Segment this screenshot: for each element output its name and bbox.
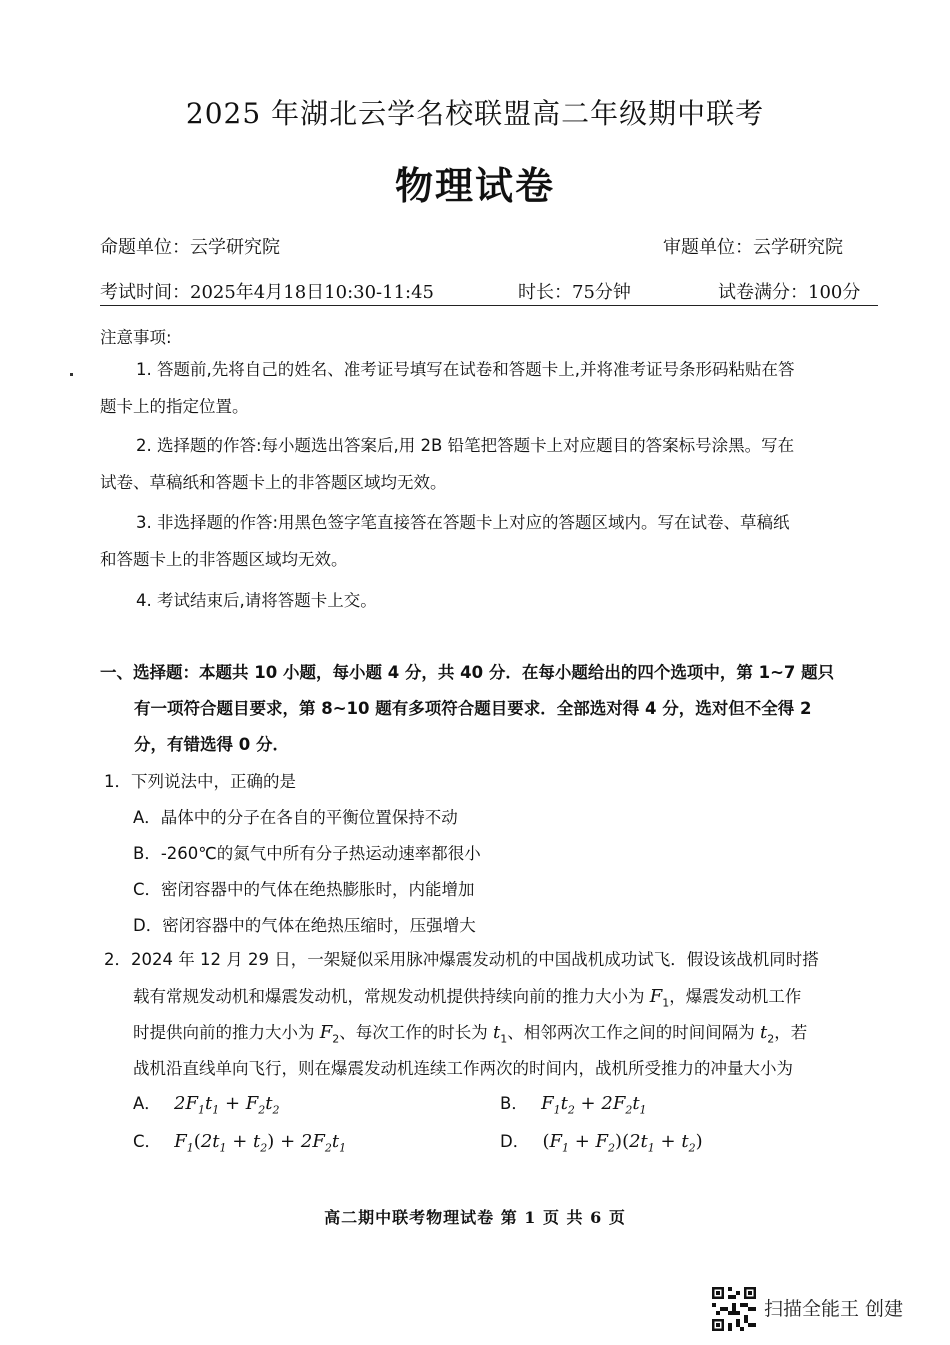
page-footer: 高二期中联考物理试卷 第 1 页 共 6 页 bbox=[324, 1208, 626, 1227]
setter-unit: 命题单位：云学研究院 bbox=[100, 237, 280, 258]
q1-option-b: B．-260℃的氮气中所有分子热运动速率都很小 bbox=[133, 844, 481, 863]
notice-item-4: 4. 考试结束后,请将答题卡上交。 bbox=[136, 591, 377, 610]
reviewer-unit: 审题单位：云学研究院 bbox=[663, 237, 843, 258]
notice-heading: 注意事项: bbox=[100, 328, 172, 347]
paper-title: 物理试卷 bbox=[394, 163, 555, 208]
q2-stem-line-2: 载有常规发动机和爆震发动机，常规发动机提供持续向前的推力大小为 $F_1$，爆震发动机工作 bbox=[133, 986, 802, 1010]
q2-option-a: A． $2F_1t_1 + F_2t_2$ bbox=[133, 1093, 280, 1117]
notice-item-2: 2. 选择题的作答:每小题选出答案后,用 2B 铅笔把答题卡上对应题目的答案标号涂黑。写在 试卷、草稿纸和答题卡上的非答题区域均无效。 bbox=[100, 436, 795, 492]
q1-stem: 1．下列说法中，正确的是 bbox=[104, 772, 296, 791]
exam-duration: 时长：75分钟 bbox=[518, 282, 631, 303]
q2-option-c: C． $F_1(2t_1 + t_2) + 2F_2t_1$ bbox=[133, 1131, 347, 1155]
notice-item-3: 3. 非选择题的作答:用黑色签字笔直接答在答题卡上对应的答题区域内。写在试卷、草稿纸 和答题卡上的非答题区域均无效。 bbox=[100, 513, 790, 569]
q1-option-d: D．密闭容器中的气体在绝热压缩时，压强增大 bbox=[133, 916, 476, 935]
full-score: 试卷满分：100分 bbox=[718, 282, 861, 303]
scanner-watermark: 扫描全能王 创建 bbox=[764, 1298, 904, 1320]
section-1-instructions: 一、选择题：本题共 10 小题，每小题 4 分，共 40 分．在每小题给出的四个选项中，第 1~7 题只 有一项符合题目要求，第 8~10 题有多项符合题目要求．全部选对得 4 分，选对但不全得 2 分，有错选得 0 分． bbox=[100, 663, 835, 754]
scan-speck bbox=[70, 373, 73, 376]
q1-option-a: A．晶体中的分子在各自的平衡位置保持不动 bbox=[133, 808, 458, 827]
q2-stem-line-3: 时提供向前的推力大小为 $F_2$、每次工作的时长为 $t_1$、相邻两次工作之间的时间间隔为 $t_2$，若 bbox=[133, 1022, 808, 1046]
q2-stem-line-1: 2．2024 年 12 月 29 日，一架疑似采用脉冲爆震发动机的中国战机成功试飞．假设该战机同时搭 bbox=[104, 950, 819, 969]
q1-option-c: C．密闭容器中的气体在绝热膨胀时，内能增加 bbox=[133, 880, 475, 899]
qr-code-icon bbox=[712, 1287, 756, 1331]
exam-time: 考试时间：2025年4月18日10:30-11:45 bbox=[100, 282, 434, 303]
header-divider bbox=[100, 305, 878, 306]
q2-option-b: B． $F_1t_2 + 2F_2t_1$ bbox=[500, 1093, 647, 1117]
exam-title: 2025 年湖北云学名校联盟高二年级期中联考 bbox=[185, 97, 765, 130]
q2-stem-line-4: 战机沿直线单向飞行，则在爆震发动机连续工作两次的时间内，战机所受推力的冲量大小为 bbox=[133, 1059, 793, 1078]
q2-option-d: D． $(F_1 + F_2)(2t_1 + t_2)$ bbox=[500, 1131, 703, 1155]
notice-item-1: 1. 答题前,先将自己的姓名、准考证号填写在试卷和答题卡上,并将准考证号条形码粘贴在答 题卡上的指定位置。 bbox=[100, 360, 795, 416]
